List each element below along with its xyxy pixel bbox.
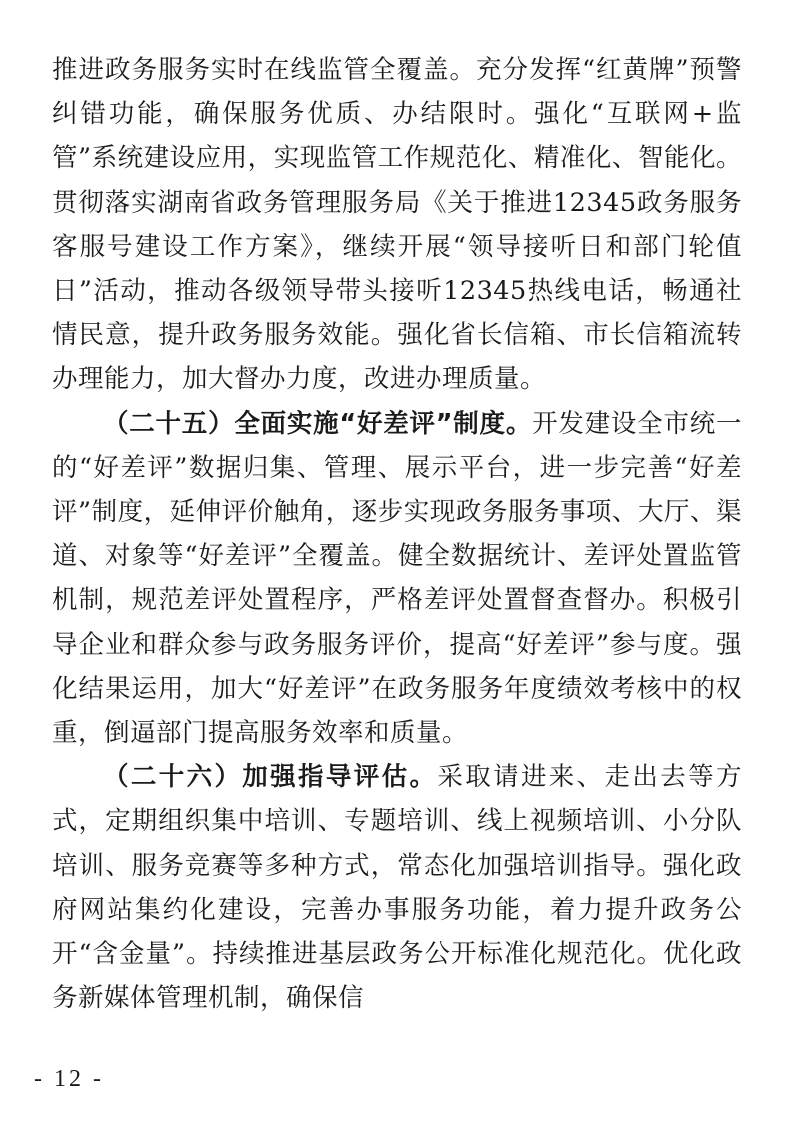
document-page <box>52 48 742 1020</box>
section-25-heading: （二十五）全面实施“好差评”制度。 <box>103 408 533 439</box>
paragraph-2 <box>52 402 742 756</box>
page-number: - 12 - <box>34 1066 104 1092</box>
paragraph-3-text: 采取请进来、走出去等方式，定期组织集中培训、专题培训、线上视频培训、小分队培训、服务竞赛等多种方式，常态化加强培训指导。强化政府网站集约化建设，完善办事服务功能，着力提升政务公开“含金量”。持续推进基层政务公开标准化规范化。优化政务新媒体管理机制，确保信 <box>52 762 742 1014</box>
paragraph-1-text: 推进政务服务实时在线监管全覆盖。充分发挥“红黄牌”预警纠错功能，确保服务优质、办结限时。强化“互联网+监管”系统建设应用，实现监管工作规范化、精准化、智能化。贯彻落实湖南省政务管理服务局《关于推进12345政务服务客服号建设工作方案》，继续开展“领导接听日和部门轮值日”活动，推动各级领导带头接听12345热线电话，畅通社情民意，提升政务服务效能。强化省长信箱、市长信箱流转办理能力，加大督办力度，改进办理质量。 <box>52 55 742 395</box>
paragraph-1 <box>52 48 742 402</box>
section-26-heading: （二十六）加强指导评估。 <box>103 762 438 793</box>
paragraph-3 <box>52 755 742 1020</box>
paragraph-2-text: 开发建设全市统一的“好差评”数据归集、管理、展示平台，进一步完善“好差评”制度，延伸评价触角，逐步实现政务服务事项、大厅、渠道、对象等“好差评”全覆盖。健全数据统计、差评处置监管机制，规范差评处置程序，严格差评处置督查督办。积极引导企业和群众参与政务服务评价，提高“好差评”参与度。强化结果运用，加大“好差评”在政务服务年度绩效考核中的权重，倒逼部门提高服务效率和质量。 <box>52 408 742 749</box>
